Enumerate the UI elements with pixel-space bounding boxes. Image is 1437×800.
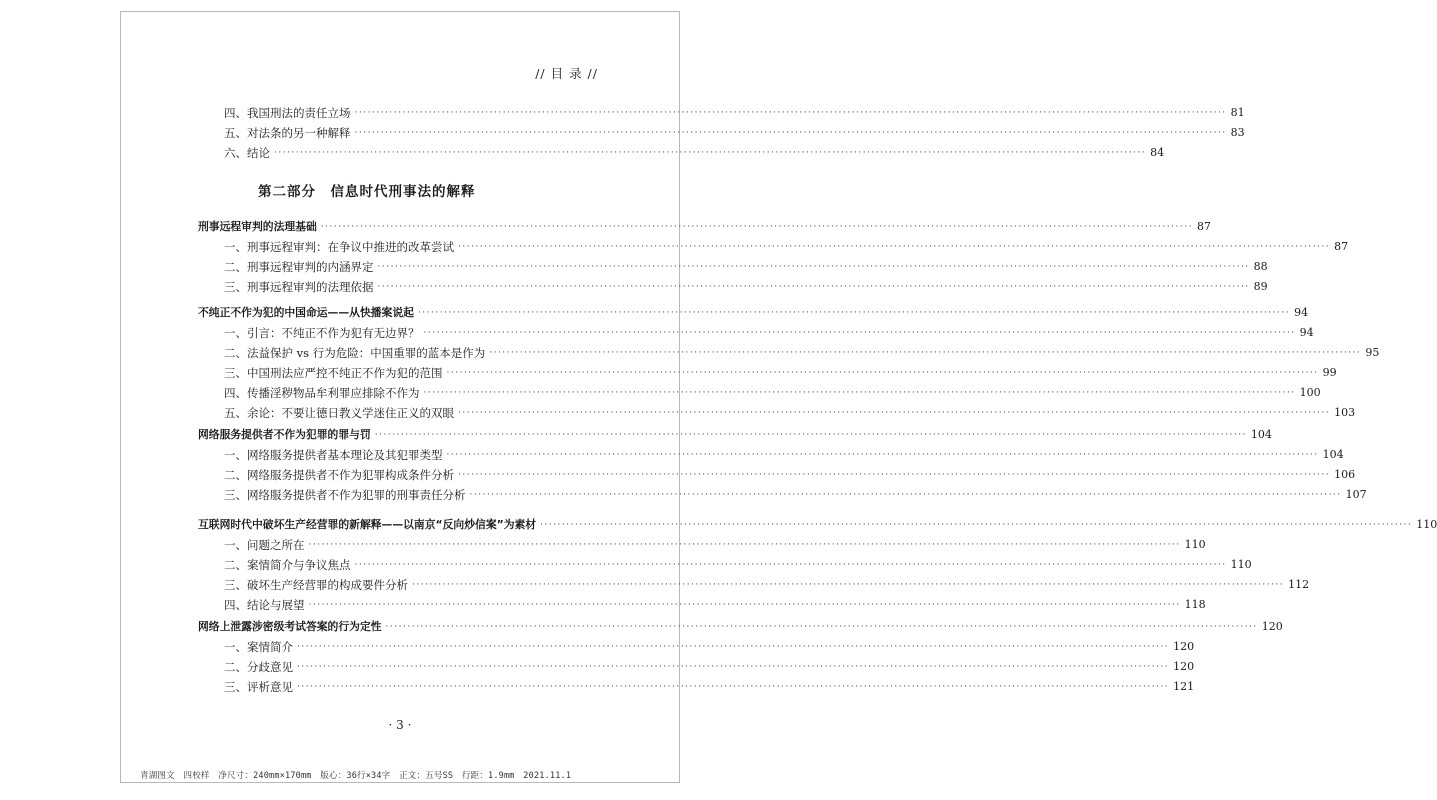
- page-number: · 3 ·: [388, 718, 412, 732]
- toc-section-entry: [224, 678, 1195, 696]
- section-title: 四、传播淫秽物品牟利罪应排除不作为: [224, 386, 420, 400]
- part-title: 第二部分 信息时代刑事法的解释: [258, 184, 476, 200]
- toc-chapter-entry: [198, 618, 1283, 636]
- leader-dots: ········································································································································································································: [423, 388, 1296, 398]
- section-title: 三、网络服务提供者不作为犯罪的刑事责任分析: [224, 488, 466, 502]
- chapter-title: 互联网时代中破坏生产经营罪的新解释——以南京“反向炒信案”为素材: [198, 518, 537, 531]
- page-ref: 100: [1299, 386, 1321, 399]
- toc-chapter-entry: [198, 304, 1309, 322]
- leader-dots: ········································································································································································································: [469, 490, 1342, 500]
- page-ref: 120: [1261, 620, 1283, 633]
- toc-section-entry: [224, 658, 1195, 676]
- section-title: 四、结论与展望: [224, 598, 305, 612]
- toc-section-entry: [224, 466, 1356, 484]
- page-ref: 112: [1288, 578, 1310, 591]
- section-title: 二、分歧意见: [224, 660, 293, 674]
- page-ref: 118: [1184, 598, 1206, 611]
- section-title: 一、刑事远程审判：在争议中推进的改革尝试: [224, 240, 454, 254]
- leader-dots: ········································································································································································································: [354, 108, 1227, 118]
- toc-section-entry: [224, 344, 1380, 362]
- page-ref: 104: [1322, 448, 1344, 461]
- toc-section-entry: [224, 104, 1245, 122]
- toc-section-entry: [224, 144, 1165, 162]
- toc-section-entry: [224, 258, 1268, 276]
- leader-dots: ········································································································································································································: [308, 600, 1181, 610]
- section-title: 三、刑事远程审判的法理依据: [224, 280, 374, 294]
- leader-dots: ········································································································································································································: [489, 348, 1362, 358]
- toc-section-entry: [224, 556, 1252, 574]
- toc-section-entry: [224, 324, 1314, 342]
- page-ref: 106: [1334, 468, 1356, 481]
- leader-dots: ········································································································································································································: [274, 148, 1147, 158]
- page-ref: 121: [1173, 680, 1195, 693]
- section-title: 一、案情简介: [224, 640, 293, 654]
- page-ref: 81: [1230, 106, 1245, 119]
- toc-section-entry: [224, 596, 1206, 614]
- page-ref: 87: [1334, 240, 1349, 253]
- toc-section-entry: [224, 124, 1245, 142]
- page-ref: 107: [1345, 488, 1367, 501]
- toc-section-entry: [224, 404, 1356, 422]
- toc-section-entry: [224, 278, 1268, 296]
- leader-dots: ········································································································································································································: [377, 282, 1250, 292]
- page-ref: 87: [1196, 220, 1211, 233]
- leader-dots: ········································································································································································································: [354, 560, 1227, 570]
- leader-dots: ········································································································································································································: [458, 470, 1331, 480]
- page-ref: 94: [1299, 326, 1314, 339]
- page-ref: 104: [1250, 428, 1272, 441]
- page-ref: 110: [1184, 538, 1206, 551]
- toc-chapter-entry: [198, 218, 1211, 236]
- toc-section-entry: [224, 576, 1310, 594]
- chapter-title: 网络上泄露涉密级考试答案的行为定性: [198, 620, 382, 633]
- section-title: 二、网络服务提供者不作为犯罪构成条件分析: [224, 468, 454, 482]
- page-ref: 89: [1253, 280, 1268, 293]
- section-title: 二、法益保护 vs 行为危险：中国重罪的蓝本是作为: [224, 346, 486, 360]
- toc-section-entry: [224, 638, 1195, 656]
- running-head: // 目 录 //: [535, 66, 598, 81]
- toc-section-entry: [224, 486, 1367, 504]
- section-title: 六、结论: [224, 146, 270, 160]
- leader-dots: ········································································································································································································: [374, 430, 1247, 440]
- section-title: 五、对法条的另一种解释: [224, 126, 351, 140]
- leader-dots: ········································································································································································································: [377, 262, 1250, 272]
- page-ref: 103: [1334, 406, 1356, 419]
- leader-dots: ········································································································································································································: [446, 368, 1319, 378]
- chapter-title: 网络服务提供者不作为犯罪的罪与罚: [198, 428, 371, 441]
- chapter-title: 不纯正不作为犯的中国命运——从快播案说起: [198, 306, 414, 319]
- leader-dots: ········································································································································································································: [446, 450, 1319, 460]
- leader-dots: ········································································································································································································: [412, 580, 1285, 590]
- section-title: 一、网络服务提供者基本理论及其犯罪类型: [224, 448, 443, 462]
- toc-section-entry: [224, 446, 1344, 464]
- page-ref: 84: [1150, 146, 1165, 159]
- leader-dots: ········································································································································································································: [297, 682, 1170, 692]
- section-title: 三、破坏生产经营罪的构成要件分析: [224, 578, 408, 592]
- toc-section-entry: [224, 384, 1321, 402]
- page-ref: 99: [1322, 366, 1337, 379]
- section-title: 三、中国刑法应严控不纯正不作为犯的范围: [224, 366, 443, 380]
- section-title: 二、案情简介与争议焦点: [224, 558, 351, 572]
- toc-section-entry: [224, 364, 1337, 382]
- toc-chapter-entry: [198, 516, 1437, 534]
- chapter-title: 刑事远程审判的法理基础: [198, 220, 317, 233]
- page-ref: 94: [1294, 306, 1309, 319]
- leader-dots: ········································································································································································································: [354, 128, 1227, 138]
- toc-chapter-entry: [198, 426, 1272, 444]
- imprint-line: 青湖图文 四校样 净尺寸：240mm×170mm 版心：36行×34字 正文：五号SS 行距：1.9mm 2021.11.1: [140, 771, 572, 781]
- leader-dots: ········································································································································································································: [540, 520, 1413, 530]
- leader-dots: ········································································································································································································: [458, 242, 1331, 252]
- leader-dots: ········································································································································································································: [297, 662, 1170, 672]
- section-title: 一、引言：不纯正不作为犯有无边界？: [224, 326, 420, 340]
- section-title: 一、问题之所在: [224, 538, 305, 552]
- leader-dots: ········································································································································································································: [385, 622, 1258, 632]
- leader-dots: ········································································································································································································: [320, 222, 1193, 232]
- toc-section-entry: [224, 536, 1206, 554]
- section-title: 五、余论：不要让德日教义学迷住正义的双眼: [224, 406, 454, 420]
- leader-dots: ········································································································································································································: [417, 308, 1291, 318]
- page-ref: 120: [1173, 660, 1195, 673]
- leader-dots: ········································································································································································································: [423, 328, 1296, 338]
- page-ref: 110: [1416, 518, 1437, 531]
- leader-dots: ········································································································································································································: [458, 408, 1331, 418]
- page-ref: 120: [1173, 640, 1195, 653]
- page-ref: 83: [1230, 126, 1245, 139]
- page-ref: 95: [1365, 346, 1380, 359]
- page-ref: 110: [1230, 558, 1252, 571]
- leader-dots: ········································································································································································································: [308, 540, 1181, 550]
- section-title: 四、我国刑法的责任立场: [224, 106, 351, 120]
- section-title: 三、评析意见: [224, 680, 293, 694]
- section-title: 二、刑事远程审判的内涵界定: [224, 260, 374, 274]
- page-ref: 88: [1253, 260, 1268, 273]
- leader-dots: ········································································································································································································: [297, 642, 1170, 652]
- toc-section-entry: [224, 238, 1349, 256]
